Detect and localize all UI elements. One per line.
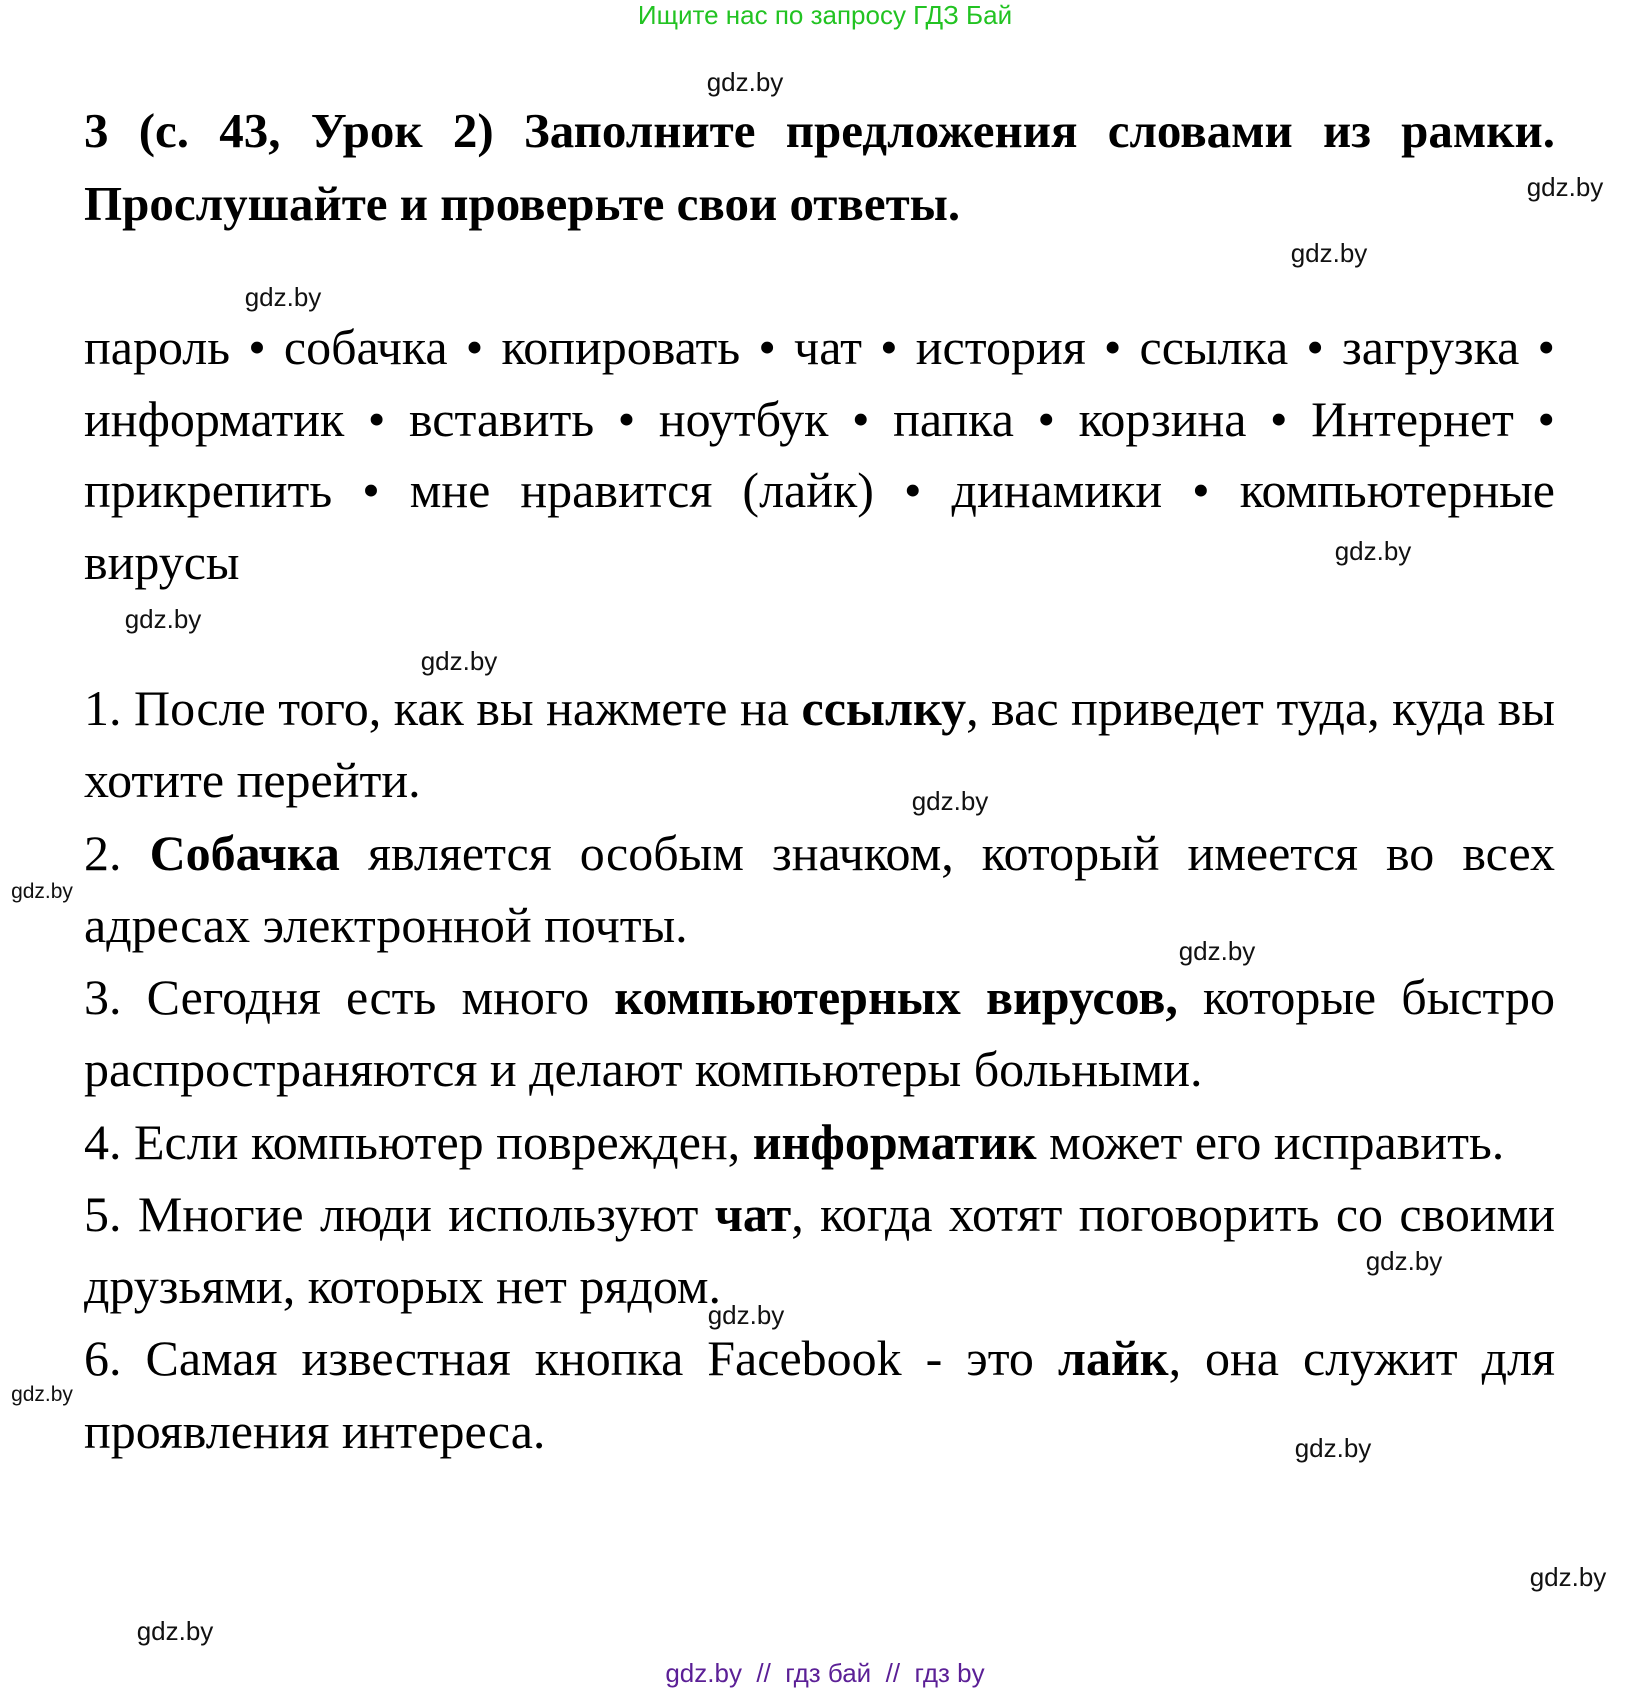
item-text: может его исправить.	[1036, 1113, 1505, 1170]
item-answer: ссылку	[801, 680, 967, 736]
watermark: gdz.by	[911, 786, 989, 816]
watermark: gdz.by	[11, 880, 73, 903]
watermark: gdz.by	[1365, 1246, 1443, 1276]
item-answer: информатик	[752, 1113, 1037, 1170]
item-text: 6. Самая известная кнопка Facebook - это	[84, 1330, 1058, 1387]
watermark: gdz.by	[420, 646, 498, 676]
watermark: gdz.by	[1529, 1562, 1607, 1592]
search-banner: Ищите нас по запросу ГДЗ Бай	[637, 0, 1013, 30]
item-text: 1. После того, как вы нажмете на	[84, 680, 802, 736]
item-text: является особым значком, который имеется во всех адресах электронной почты.	[84, 824, 1555, 953]
item-text: 4. Если компьютер поврежден,	[84, 1113, 753, 1170]
item-answer: компьютерных вирусов,	[614, 969, 1178, 1025]
answer-list	[84, 672, 1555, 1467]
watermark: gdz.by	[1526, 172, 1604, 202]
item-answer: чат	[714, 1185, 792, 1242]
word-box: пароль • собачка • копировать • чат • история • ссылка • загрузка • информатик • вставить • ноутбук • папка • корзина • Интернет • прикрепить • мне нравится (лайк) • динамики • компьютерные вирусы	[84, 319, 1555, 590]
watermark: gdz.by	[707, 1300, 785, 1330]
item-text: 2.	[84, 824, 150, 881]
watermark: gdz.by	[1334, 536, 1412, 566]
item-text: которые быстро распространяются и делают компьютеры больными.	[84, 969, 1555, 1098]
item-answer: Собачка	[149, 824, 340, 881]
footer-links: gdz.by // гдз бай // гдз by	[665, 1658, 985, 1688]
watermark: gdz.by	[1290, 238, 1368, 268]
item-text: , когда хотят поговорить со своими друзьями, которых нет рядом.	[84, 1185, 1556, 1314]
watermark: gdz.by	[11, 1383, 73, 1406]
exercise-title: 3 (с. 43, Урок 2) Заполните предложения словами из рамки. Прослушайте и проверьте свои ответы.	[84, 103, 1555, 231]
item-text: , вас приведет туда, куда вы хотите перейти.	[84, 680, 1556, 809]
item-answer: лайк	[1057, 1330, 1169, 1387]
item-text: , она служит для проявления интереса.	[84, 1330, 1555, 1459]
answer-item	[84, 817, 1555, 962]
watermark: gdz.by	[1178, 936, 1256, 966]
watermark: gdz.by	[136, 1616, 214, 1646]
answer-item	[84, 961, 1555, 1106]
watermark: gdz.by	[124, 604, 202, 634]
watermark: gdz.by	[244, 282, 322, 312]
watermark: gdz.by	[706, 67, 784, 97]
answer-item	[84, 672, 1555, 817]
watermark: gdz.by	[1294, 1433, 1372, 1463]
item-text: 3. Сегодня есть много	[84, 969, 615, 1025]
answer-item	[84, 1106, 1555, 1178]
answer-item	[84, 1178, 1555, 1323]
item-text: 5. Многие люди используют	[84, 1185, 715, 1242]
